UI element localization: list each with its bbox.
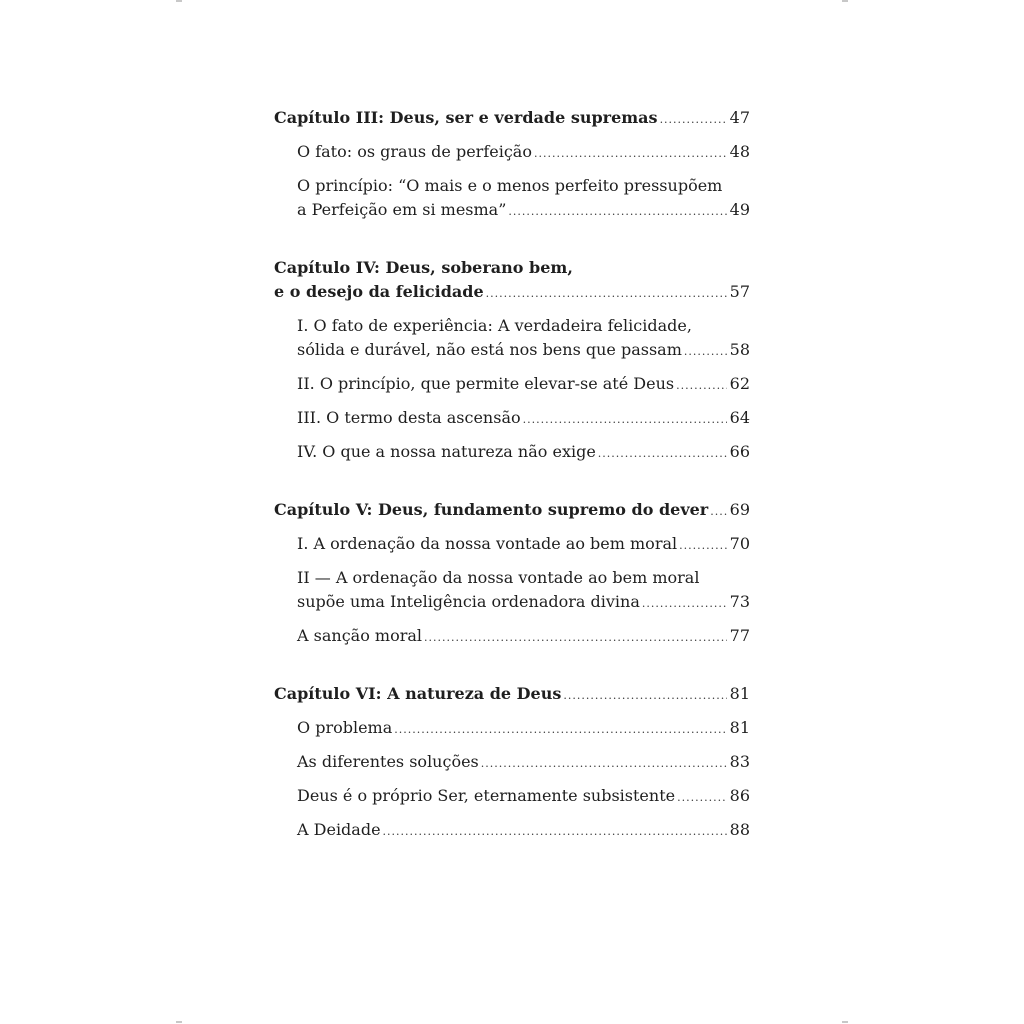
leader-dots <box>523 408 727 432</box>
entry-text: As diferentes soluções <box>297 752 479 771</box>
page-number: 77 <box>729 626 750 645</box>
toc-entry <box>274 406 750 432</box>
toc-entry <box>274 532 750 558</box>
entry-text: sólida e durável, não está nos bens que passam <box>297 340 682 359</box>
entry-text: Deus é o próprio Ser, eternamente subsistente <box>297 786 676 805</box>
toc-entry <box>274 174 750 224</box>
leader-dots <box>534 142 727 166</box>
chapter-4-title <box>274 256 750 306</box>
page-number: 73 <box>729 592 750 611</box>
entry-text: A sanção moral <box>297 626 423 645</box>
page-number: 58 <box>729 340 750 359</box>
leader-dots <box>486 282 727 306</box>
entry-text: III. O termo desta ascensão <box>297 408 521 427</box>
crop-mark-bottom-right <box>842 1021 848 1023</box>
chapter-6 <box>274 682 750 844</box>
page-number: 57 <box>729 282 750 301</box>
chapter-3-title <box>274 106 750 132</box>
chapter-title-text: Capítulo V: Deus, fundamento supremo do dever <box>274 500 709 519</box>
entry-text: I. O fato de experiência: A verdadeira felicidade, <box>297 316 692 335</box>
page-number: 70 <box>729 534 750 553</box>
page-number: 47 <box>729 108 750 127</box>
leader-dots <box>660 108 727 132</box>
chapter-5-title <box>274 498 750 524</box>
entry-text: IV. O que a nossa natureza não exige <box>297 442 596 461</box>
entry-text: II. O princípio, que permite elevar-se até Deus <box>297 374 675 393</box>
leader-dots <box>508 200 726 224</box>
page-number: 81 <box>729 718 750 737</box>
table-of-contents <box>274 106 750 876</box>
chapter-title-text: Capítulo VI: A natureza de Deus <box>274 684 562 703</box>
leader-dots <box>383 820 727 844</box>
entry-text: II — A ordenação da nossa vontade ao bem moral <box>297 568 700 587</box>
toc-entry <box>274 784 750 810</box>
toc-entry <box>274 314 750 364</box>
page-number: 64 <box>729 408 750 427</box>
toc-entry <box>274 140 750 166</box>
toc-entry <box>274 566 750 616</box>
leader-dots <box>676 374 727 398</box>
entry-text: I. A ordenação da nossa vontade ao bem moral <box>297 534 678 553</box>
entry-text: O problema <box>297 718 393 737</box>
entry-text: O fato: os graus de perfeição <box>297 142 532 161</box>
toc-entry <box>274 750 750 776</box>
crop-mark-top-left <box>176 0 182 2</box>
entry-text: a Perfeição em si mesma” <box>297 200 507 219</box>
page-number: 66 <box>729 442 750 461</box>
page-number: 49 <box>729 200 750 219</box>
leader-dots <box>424 626 727 650</box>
chapter-title-text: e o desejo da felicidade <box>274 282 484 301</box>
page-number: 81 <box>729 684 750 703</box>
page-number: 62 <box>729 374 750 393</box>
crop-mark-top-right <box>842 0 848 2</box>
page-number: 86 <box>729 786 750 805</box>
entry-text: A Deidade <box>297 820 381 839</box>
leader-dots <box>679 534 727 558</box>
leader-dots <box>642 592 727 616</box>
page-number: 88 <box>729 820 750 839</box>
entry-text: supõe uma Inteligência ordenadora divina <box>297 592 640 611</box>
leader-dots <box>394 718 726 742</box>
page-number: 48 <box>729 142 750 161</box>
chapter-title-text: Capítulo III: Deus, ser e verdade supremas <box>274 108 658 127</box>
leader-dots <box>598 442 727 466</box>
chapter-4 <box>274 256 750 466</box>
leader-dots <box>481 752 727 776</box>
entry-text: O princípio: “O mais e o menos perfeito pressupõem <box>297 176 723 195</box>
leader-dots <box>684 340 727 364</box>
page-number: 69 <box>729 500 750 519</box>
toc-entry <box>274 624 750 650</box>
crop-mark-bottom-left <box>176 1021 182 1023</box>
leader-dots <box>710 500 726 524</box>
leader-dots <box>677 786 727 810</box>
chapter-5 <box>274 498 750 650</box>
toc-entry <box>274 440 750 466</box>
toc-entry <box>274 372 750 398</box>
page-number: 83 <box>729 752 750 771</box>
toc-entry <box>274 818 750 844</box>
chapter-3 <box>274 106 750 224</box>
chapter-title-text: Capítulo IV: Deus, soberano bem, <box>274 258 573 277</box>
toc-entry <box>274 716 750 742</box>
chapter-6-title <box>274 682 750 708</box>
leader-dots <box>563 684 726 708</box>
